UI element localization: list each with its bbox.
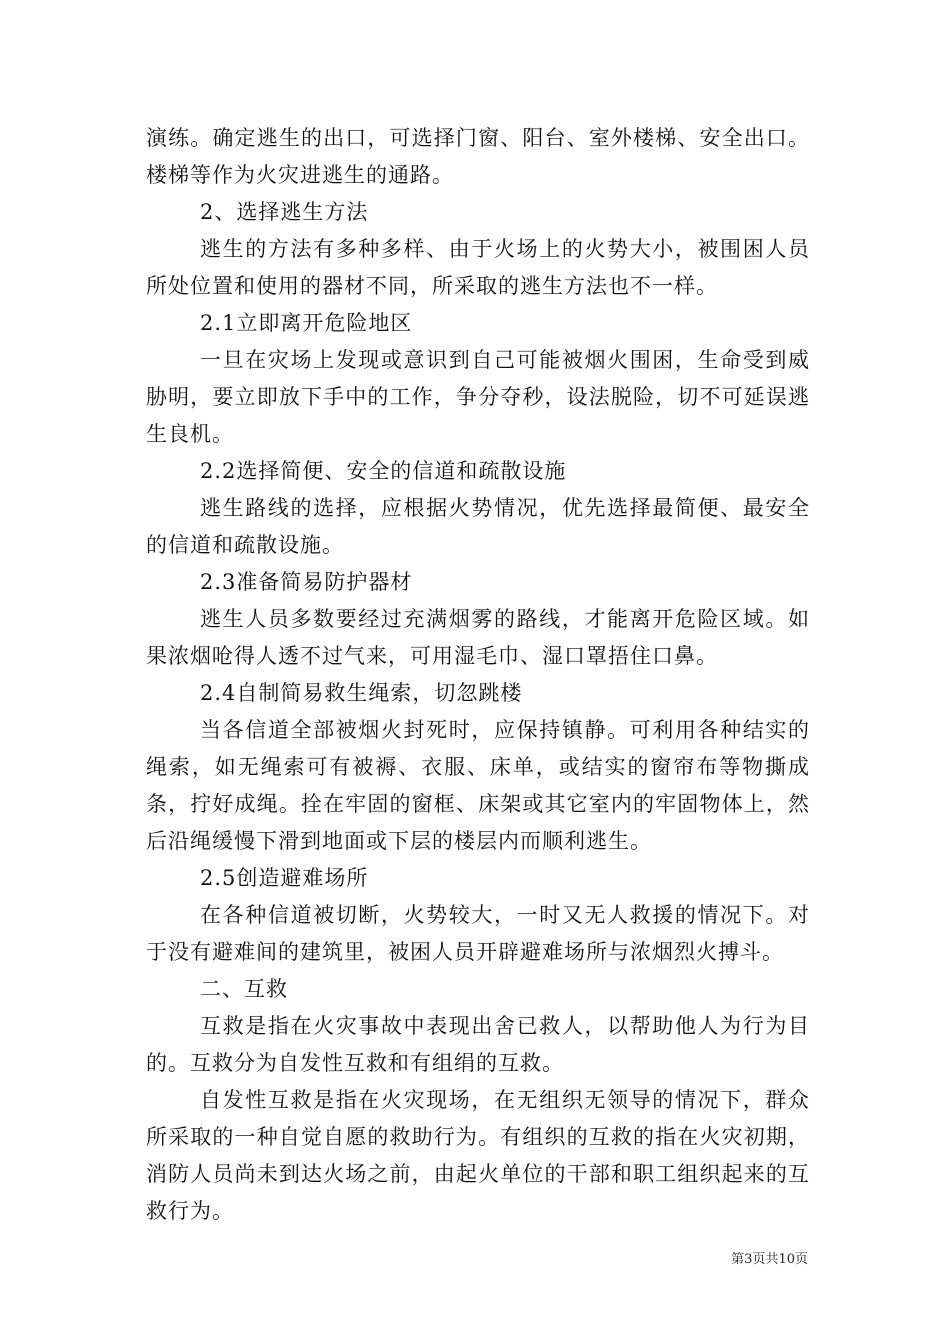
paragraph: 自发性互救是指在火灾现场，在无组织无领导的情况下，群众所采取的一种自觉自愿的救助行为。有组织的互救的指在火灾初期，消防人员尚未到达火场之前，由起火单位的干部和职工组织起来的互救行为。 [146, 1088, 810, 1223]
document-body [146, 120, 810, 1230]
page-number: 第3页共10页 [731, 1252, 808, 1267]
section-heading: 二、互救 [200, 977, 288, 1001]
section-heading: 2、选择逃生方法 [200, 200, 369, 224]
section-heading: 2.5创造避难场所 [200, 866, 369, 890]
paragraph: 互救是指在火灾事故中表现出舍已救人，以帮助他人为行为目的。互救分为自发性互救和有组绢的互救。 [146, 1014, 810, 1075]
section-heading: 2.3准备简易防护器材 [200, 570, 413, 594]
paragraph: 在各种信道被切断，火势较大，一时又无人救援的情况下。对于没有避难间的建筑里，被困人员开辟避难场所与浓烟烈火搏斗。 [146, 903, 810, 964]
section-heading: 2.1立即离开危险地区 [200, 311, 413, 335]
paragraph: 演练。确定逃生的出口，可选择门窗、阳台、室外楼梯、安全出口。楼梯等作为火灾进逃生的通路。 [146, 126, 810, 187]
paragraph: 逃生的方法有多种多样、由于火场上的火势大小，被围困人员所处位置和使用的器材不同，所采取的逃生方法也不一样。 [146, 237, 810, 298]
paragraph: 逃生人员多数要经过充满烟雾的路线，才能离开危险区域。如果浓烟呛得人透不过气来，可用湿毛巾、湿口罩捂住口鼻。 [146, 607, 810, 668]
section-heading: 2.4自制简易救生绳索，切忽跳楼 [200, 681, 523, 705]
section-heading: 2.2选择简便、安全的信道和疏散设施 [200, 459, 567, 483]
paragraph: 当各信道全部被烟火封死时，应保持镇静。可利用各种结实的绳索，如无绳索可有被褥、衣服、床单，或结实的窗帘布等物撕成条，拧好成绳。拴在牢固的窗框、床架或其它室内的牢固物体上，然后沿绳缓慢下滑到地面或下层的楼层内而顺利逃生。 [146, 718, 810, 853]
paragraph: 逃生路线的选择，应根据火势情况，优先选择最简便、最安全的信道和疏散设施。 [146, 496, 810, 557]
paragraph: 一旦在灾场上发现或意识到自己可能被烟火围困，生命受到威胁明，要立即放下手中的工作，争分夺秒，设法脱险，切不可延误逃生良机。 [146, 348, 810, 446]
